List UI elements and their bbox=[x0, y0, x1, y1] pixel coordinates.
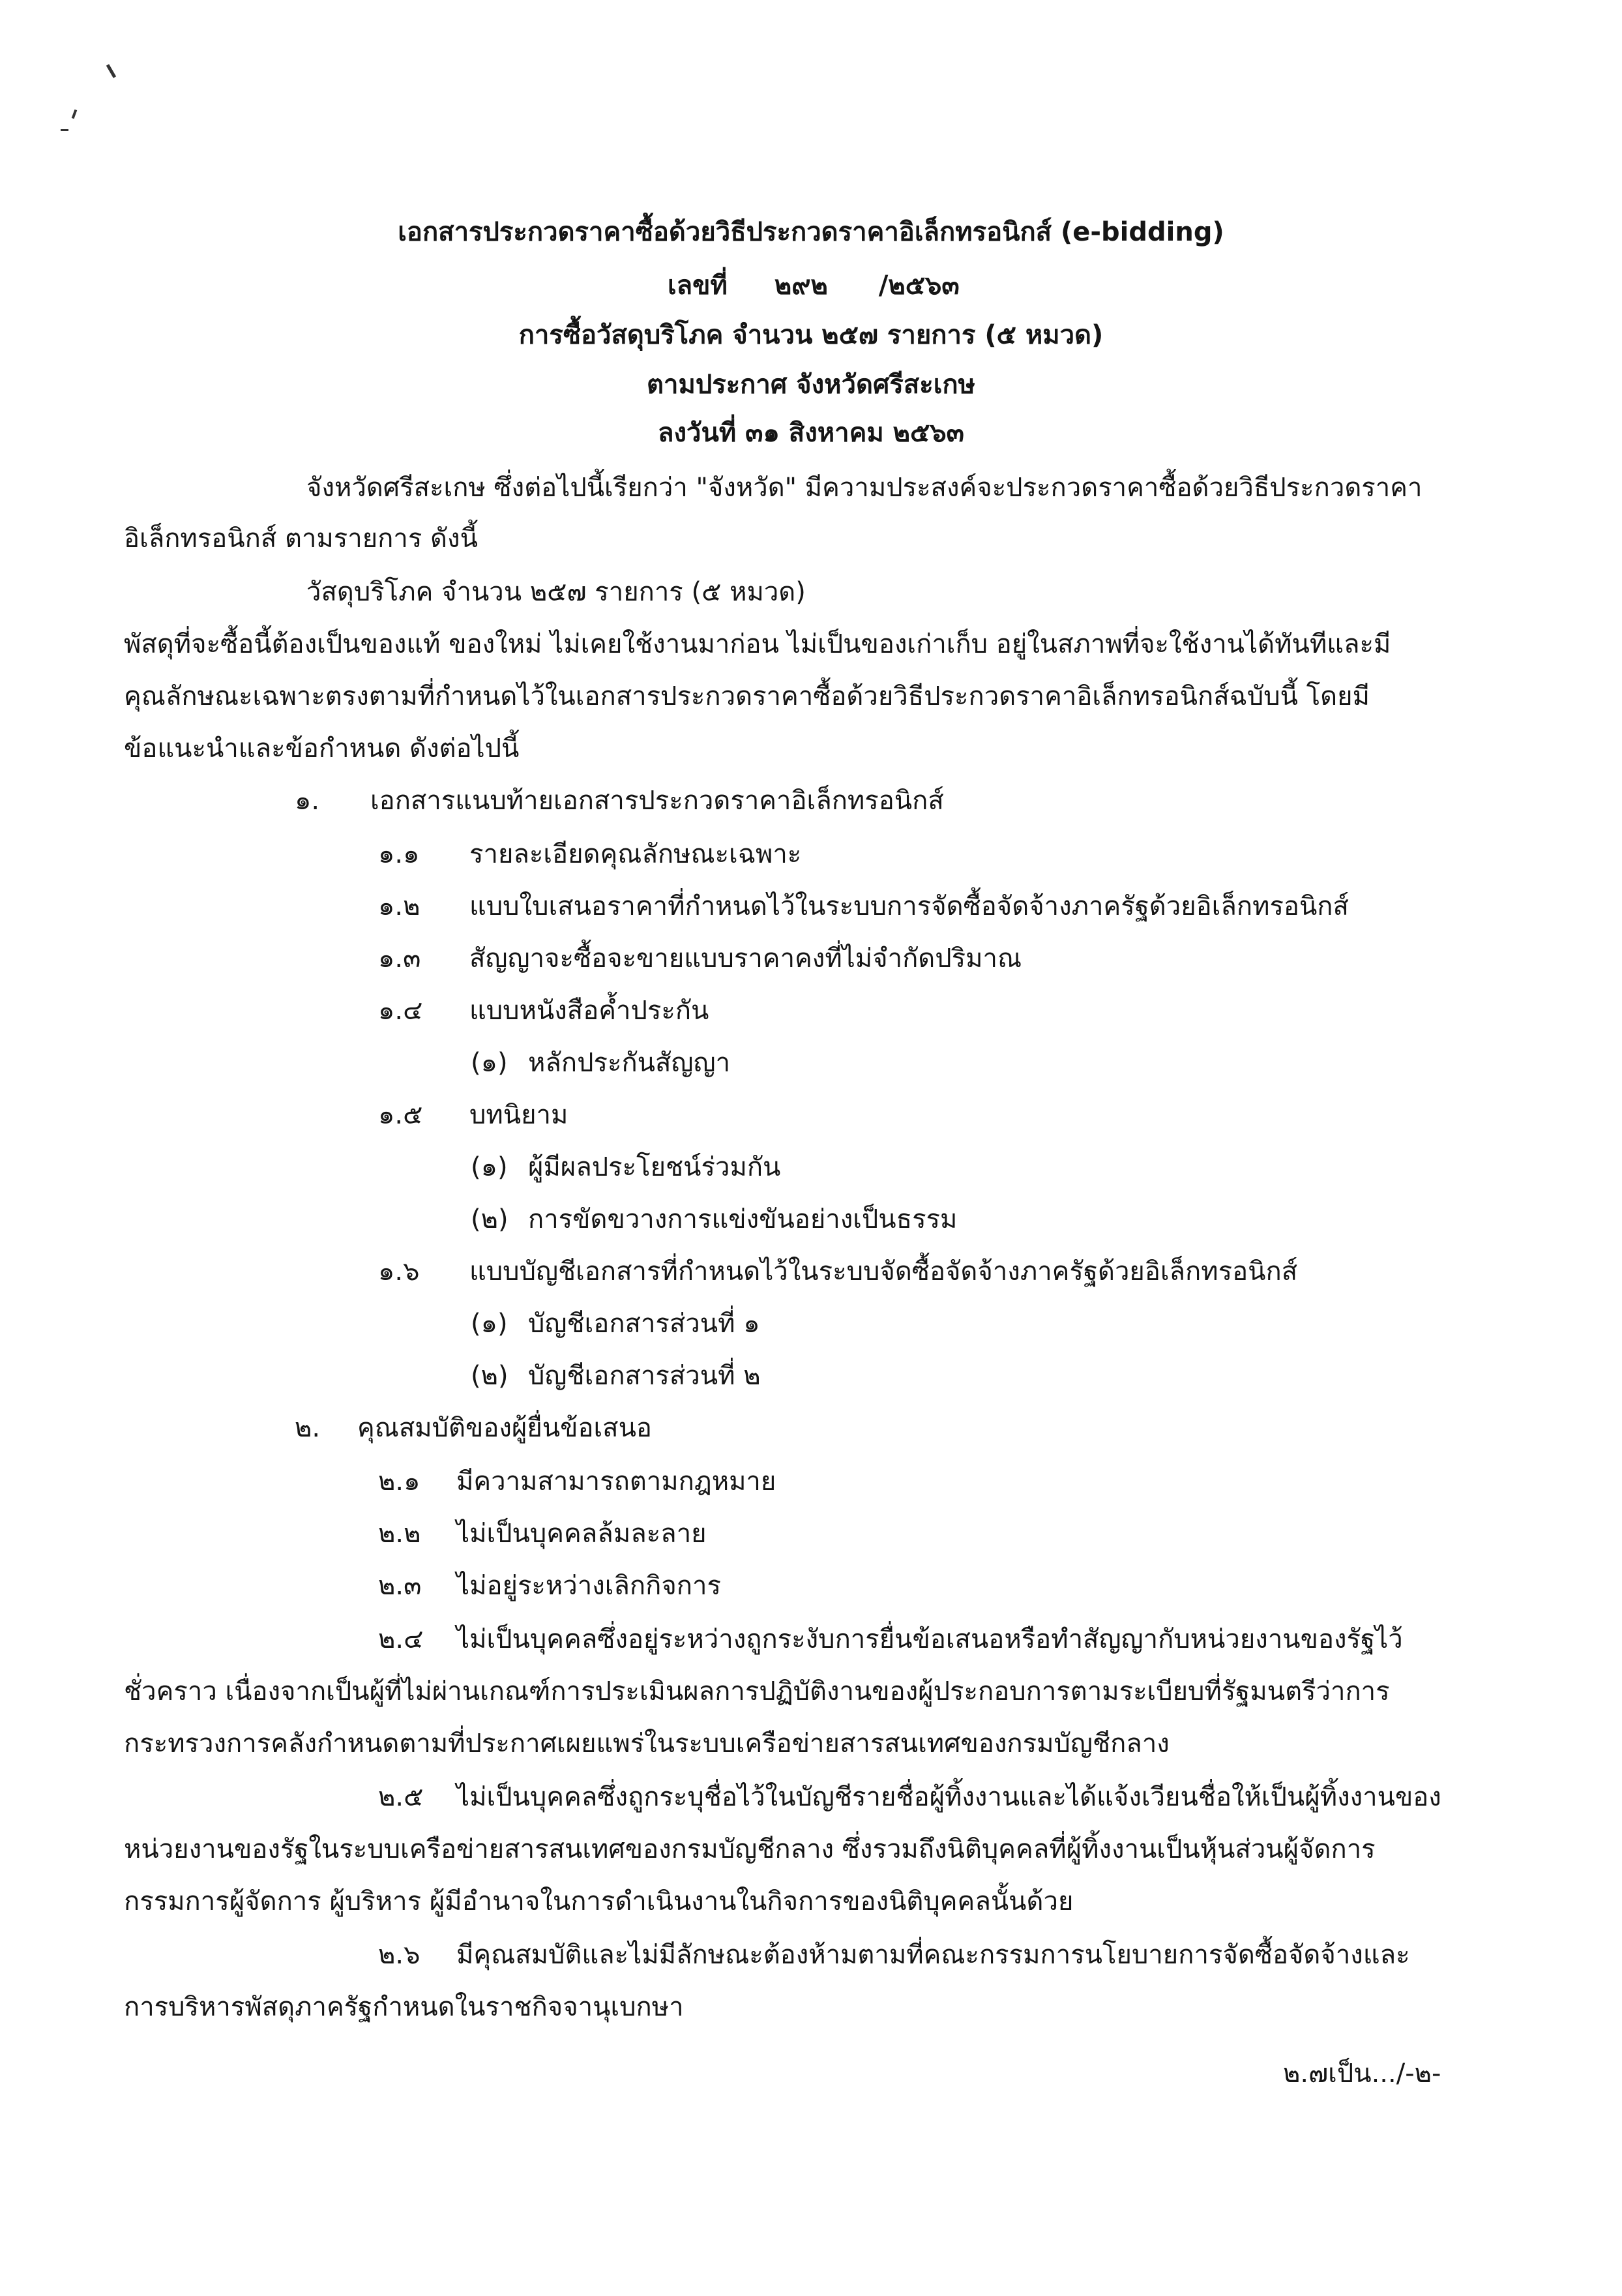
intro-paragraph: คุณลักษณะเฉพาะตรงตามที่กำหนดไว้ในเอกสารประกวดราคาซื้อด้วยวิธีประกวดราคาอิเล็กทรอนิกส์ฉบับนี้ โดยมี bbox=[124, 681, 1370, 711]
scan-mark bbox=[72, 110, 78, 119]
sub-list-item: (๑) ผู้มีผลประโยชน์ร่วมกัน bbox=[471, 1152, 781, 1182]
intro-line: อิเล็กทรอนิกส์ ตามรายการ ดังนี้ bbox=[124, 524, 478, 554]
number-label: เลขที่ bbox=[668, 271, 728, 301]
paragraph-continuation: กระทรวงการคลังกำหนดตามที่ประกาศเผยแพร่ในระบบเครือข่ายสารสนเทศของกรมบัญชีกลาง bbox=[124, 1729, 1170, 1759]
list-item: ๒.๔ ไม่เป็นบุคคลซึ่งอยู่ระหว่างถูกระงับการยื่นข้อเสนอหรือทำสัญญากับหน่วยงานของรัฐไว้ bbox=[378, 1624, 1403, 1654]
paragraph-continuation: กรรมการผู้จัดการ ผู้บริหาร ผู้มีอำนาจในการดำเนินงานในกิจการของนิติบุคคลนั้นด้วย bbox=[124, 1886, 1074, 1916]
intro-line: จังหวัดศรีสะเกษ ซึ่งต่อไปนี้เรียกว่า "จังหวัด" มีความประสงค์จะประกวดราคาซื้อด้วยวิธีประกวดราคา bbox=[306, 473, 1423, 503]
sub-list-item: (๑) หลักประกันสัญญา bbox=[471, 1048, 731, 1078]
intro-paragraph: ข้อแนะนำและข้อกำหนด ดังต่อไปนี้ bbox=[124, 734, 520, 764]
page-continuation: ๒.๗เป็น.../-๒- bbox=[1283, 2059, 1441, 2089]
list-item: ๑.๒ แบบใบเสนอราคาที่กำหนดไว้ในระบบการจัดซื้อจัดจ้างภาครัฐด้วยอิเล็กทรอนิกส์ bbox=[378, 891, 1349, 921]
list-item: ๒.๖ มีคุณสมบัติและไม่มีลักษณะต้องห้ามตามที่คณะกรรมการนโยบายการจัดซื้อจัดจ้างและ bbox=[378, 1940, 1410, 1970]
document-number bbox=[668, 267, 960, 304]
list-item: ๒.๓ ไม่อยู่ระหว่างเลิกกิจการ bbox=[378, 1571, 721, 1601]
sub-list-item: (๒) บัญชีเอกสารส่วนที่ ๒ bbox=[471, 1361, 761, 1391]
number-value: ๒๙๒ bbox=[774, 271, 828, 301]
document-subject: การซื้อวัสดุบริโภค จำนวน ๒๕๗ รายการ (๕ หมวด) bbox=[518, 320, 1104, 350]
section-title: เอกสารแนบท้ายเอกสารประกวดราคาอิเล็กทรอนิกส์ bbox=[370, 786, 944, 816]
intro-paragraph: พัสดุที่จะซื้อนี้ต้องเป็นของแท้ ของใหม่ ไม่เคยใช้งานมาก่อน ไม่เป็นของเก่าเก็บ อยู่ในสภาพที่จะใช้งานได้ทันทีและมี bbox=[124, 629, 1391, 659]
paragraph-continuation: การบริหารพัสดุภาครัฐกำหนดในราชกิจจานุเบกษา bbox=[124, 1992, 684, 2022]
section-number: ๒. bbox=[295, 1413, 321, 1443]
sub-list-item: (๑) บัญชีเอกสารส่วนที่ ๑ bbox=[471, 1309, 760, 1339]
list-item: ๒.๑ มีความสามารถตามกฎหมาย bbox=[378, 1467, 776, 1497]
paragraph-continuation: ชั่วคราว เนื่องจากเป็นผู้ที่ไม่ผ่านเกณฑ์การประเมินผลการปฏิบัติงานของผู้ประกอบการตามระเบียบที่รัฐมนตรีว่าการ bbox=[124, 1677, 1390, 1707]
list-item: ๒.๒ ไม่เป็นบุคคลล้มละลาย bbox=[378, 1519, 707, 1549]
paragraph-continuation: หน่วยงานของรัฐในระบบเครือข่ายสารสนเทศของกรมบัญชีกลาง ซึ่งรวมถึงนิติบุคคลที่ผู้ทิ้งงานเป็นหุ้นส่วนผู้จัดการ bbox=[124, 1834, 1376, 1864]
scan-mark bbox=[61, 129, 68, 131]
scan-mark bbox=[106, 64, 116, 78]
announcement-date: ลงวันที่ ๓๑ สิงหาคม ๒๕๖๓ bbox=[658, 418, 964, 448]
list-item: ๑.๕ บทนิยาม bbox=[378, 1100, 568, 1130]
section-heading bbox=[295, 783, 944, 819]
document-title: เอกสารประกวดราคาซื้อด้วยวิธีประกวดราคาอิเล็กทรอนิกส์ (e-bidding) bbox=[398, 217, 1224, 247]
sub-list-item: (๒) การขัดขวางการแข่งขันอย่างเป็นธรรม bbox=[471, 1204, 958, 1234]
section-number: ๑. bbox=[295, 786, 320, 816]
procurement-item: วัสดุบริโภค จำนวน ๒๕๗ รายการ (๕ หมวด) bbox=[306, 577, 806, 607]
announcement-reference: ตามประกาศ จังหวัดศรีสะเกษ bbox=[647, 370, 975, 400]
list-item: ๒.๕ ไม่เป็นบุคคลซึ่งถูกระบุชื่อไว้ในบัญชีรายชื่อผู้ทิ้งงานและได้แจ้งเวียนชื่อให้เป็นผู้ทิ้งงานของ bbox=[378, 1782, 1441, 1812]
list-item: ๑.๑ รายละเอียดคุณลักษณะเฉพาะ bbox=[378, 839, 802, 869]
list-item: ๑.๔ แบบหนังสือค้ำประกัน bbox=[378, 996, 709, 1026]
list-item: ๑.๖ แบบบัญชีเอกสารที่กำหนดไว้ในระบบจัดซื้อจัดจ้างภาครัฐด้วยอิเล็กทรอนิกส์ bbox=[378, 1257, 1298, 1287]
section-title: คุณสมบัติของผู้ยื่นข้อเสนอ bbox=[357, 1413, 652, 1443]
number-year: /๒๕๖๓ bbox=[878, 271, 960, 301]
list-item: ๑.๓ สัญญาจะซื้อจะขายแบบราคาคงที่ไม่จำกัดปริมาณ bbox=[378, 944, 1022, 974]
section-heading bbox=[295, 1410, 652, 1446]
